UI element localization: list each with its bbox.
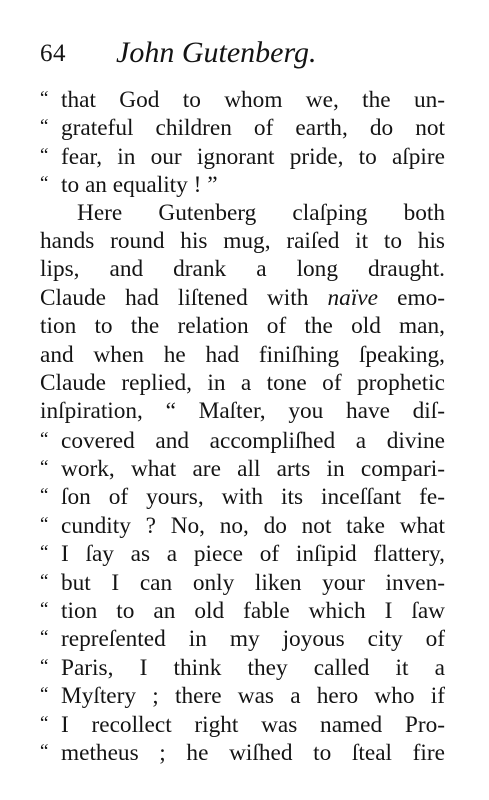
quote-mark: “ (40, 116, 49, 138)
italic-word: naïve (327, 284, 378, 311)
quote-mark: “ (40, 570, 49, 592)
text-line (40, 681, 445, 709)
line-text: Myſtery ; there was a hero who if (61, 683, 445, 710)
body-text (40, 85, 445, 766)
quote-mark: “ (40, 173, 49, 195)
line-text: lips, and drank a long draught. (40, 256, 445, 283)
line-text: metheus ; he wiſhed to ſteal fire (61, 739, 445, 766)
line-text: work, what are all arts in compari- (61, 456, 445, 483)
text-line (40, 85, 445, 113)
page-number: 64 (40, 40, 66, 67)
quote-mark: “ (40, 712, 49, 734)
text-line (40, 341, 445, 369)
text-line (40, 113, 445, 141)
quote-mark: “ (40, 457, 49, 479)
text-line (40, 255, 445, 283)
line-text: hands round his mug, raiſed it to his (40, 227, 445, 254)
text-line (40, 738, 445, 766)
quote-mark: “ (40, 144, 49, 166)
line-text-pre: Claude had liſtened with (40, 284, 328, 311)
text-line (40, 624, 445, 652)
quote-mark: “ (40, 513, 49, 535)
text-line (40, 312, 445, 340)
quote-mark: “ (40, 485, 49, 507)
text-line (40, 227, 445, 255)
line-text-post: emo- (377, 284, 445, 311)
quote-mark: “ (40, 627, 49, 649)
quote-mark: “ (40, 740, 49, 762)
text-line (40, 539, 445, 567)
page-header (40, 36, 450, 76)
text-line (40, 482, 445, 510)
text-line (40, 426, 445, 454)
line-text: I ſay as a piece of inſipid flattery, (61, 541, 445, 568)
line-text: and when he had finiſhing ſpeaking, (40, 341, 445, 368)
text-line (40, 284, 445, 312)
text-line (40, 170, 445, 198)
line-text: I recollect right was named Pro- (61, 711, 445, 738)
line-text: to an equality ! ” (61, 172, 218, 199)
running-title: John Gutenberg. (116, 36, 317, 69)
line-text: fear, in our ignorant pride, to aſpire (61, 143, 445, 170)
quote-mark: “ (40, 88, 49, 109)
text-line (40, 568, 445, 596)
line-text: ſon of yours, with its inceſſant fe- (61, 484, 445, 511)
quote-mark: “ (40, 428, 49, 450)
text-line (40, 511, 445, 539)
quote-mark: “ (40, 684, 49, 706)
line-text: repreſented in my joyous city of (61, 626, 445, 653)
text-line (40, 369, 445, 397)
text-line (40, 596, 445, 624)
line-text: cundity ? No, no, do not take what (61, 512, 445, 539)
line-text: tion to an old fable which I ſaw (61, 598, 445, 625)
line-text: but I can only liken your inven- (61, 569, 445, 596)
text-line (40, 142, 445, 170)
line-text: inſpiration, “ Maſter, you have diſ- (40, 398, 445, 425)
line-text: that God to whom we, the un- (61, 87, 445, 113)
quote-mark: “ (40, 599, 49, 621)
text-line (40, 199, 445, 227)
line-text: grateful children of earth, do not (61, 115, 445, 142)
text-line (40, 710, 445, 738)
text-line (40, 454, 445, 482)
quote-mark: “ (40, 655, 49, 677)
line-text: covered and accompliſhed a divine (61, 427, 445, 454)
line-text: tion to the relation of the old man, (40, 313, 445, 340)
line-text: Claude replied, in a tone of prophetic (40, 369, 445, 396)
line-text: Here Gutenberg claſping both (77, 199, 445, 226)
line-text: Paris, I think they called it a (61, 654, 445, 681)
text-line (40, 397, 445, 425)
quote-mark: “ (40, 542, 49, 564)
text-line (40, 653, 445, 681)
